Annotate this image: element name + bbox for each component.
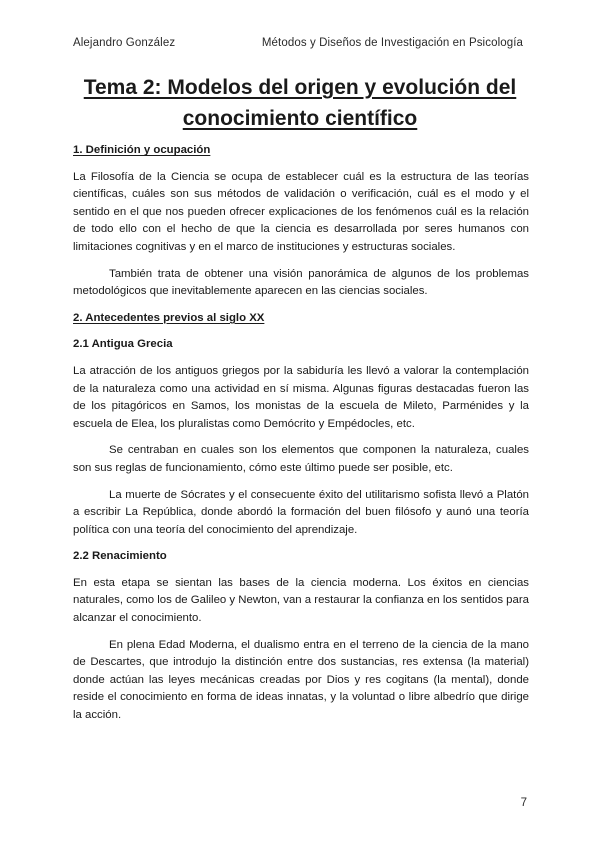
section-heading-definicion: 1. Definición y ocupación	[73, 144, 211, 156]
paragraph: En plena Edad Moderna, el dualismo entra en el terreno de la ciencia de la mano de Descartes, que introdujo la distinción entre dos sustancias, res extensa (la material) donde actúan las leyes mecánicas creadas por Dios y res cogitans (la mental), donde reside el conocimiento en forma de ideas innatas, y la voluntad o libre albedrío que dirige la acción.	[73, 638, 529, 722]
paragraph: También trata de obtener una visión panorámica de algunos de los problemas metodológicos que inevitablemente aparecen en las ciencias sociales.	[73, 267, 529, 298]
header-course: Métodos y Diseños de Investigación en Psicología	[261, 37, 523, 49]
paragraph: La Filosofía de la Ciencia se ocupa de establecer cuál es la estructura de las teorías científicas, cuáles son sus métodos de validación o verificación, cuál es el modo y el sentido en el que nos pueden ofrecer explicaciones de los fenómenos cuál es la relación de todo ello con el hecho de que la ciencia es desarrollada por seres humanos con limitaciones cognitivas y en el marco de instituciones y estructuras sociales.	[73, 170, 529, 253]
paragraph: La atracción de los antiguos griegos por la sabiduría les llevó a valorar la contemplación de la naturaleza como una actividad en sí misma. Algunas figuras destacadas fueron las de los pitagóricos en Samos, los monistas de la escuela de Mileto, Parménides y la escuela de Elea, los pluralistas como Demócrito y Empédocles, etc.	[73, 364, 529, 430]
subsection-heading-renacimiento: 2.2 Renacimiento	[73, 550, 167, 563]
title-line-2: conocimiento científico	[182, 107, 418, 130]
header-author: Alejandro González	[73, 37, 176, 49]
document-body	[73, 142, 529, 734]
subsection-heading-grecia: 2.1 Antigua Grecia	[73, 338, 173, 351]
section-heading-antecedentes: 2. Antecedentes previos al siglo XX	[73, 311, 265, 324]
paragraph: La muerte de Sócrates y el consecuente éxito del utilitarismo sofista llevó a Platón a escribir La República, donde abordó la formación del buen filósofo y aunó una teoría política con una teoría del conocimiento del aprendizaje.	[73, 488, 529, 536]
paragraph: Se centraban en cuales son los elementos que componen la naturaleza, cuales son sus reglas de funcionamiento, cómo este último puede ser posible, etc.	[73, 444, 529, 474]
title-line-1: Tema 2: Modelos del origen y evolución del	[83, 76, 517, 99]
document-title	[40, 72, 560, 134]
page-number: 7	[520, 797, 527, 809]
paragraph: En esta etapa se sientan las bases de la ciencia moderna. Los éxitos en ciencias naturales, como los de Galileo y Newton, van a restaurar la confianza en los sentidos para alcanzar el conocimiento.	[73, 576, 529, 625]
page-header	[73, 37, 523, 49]
